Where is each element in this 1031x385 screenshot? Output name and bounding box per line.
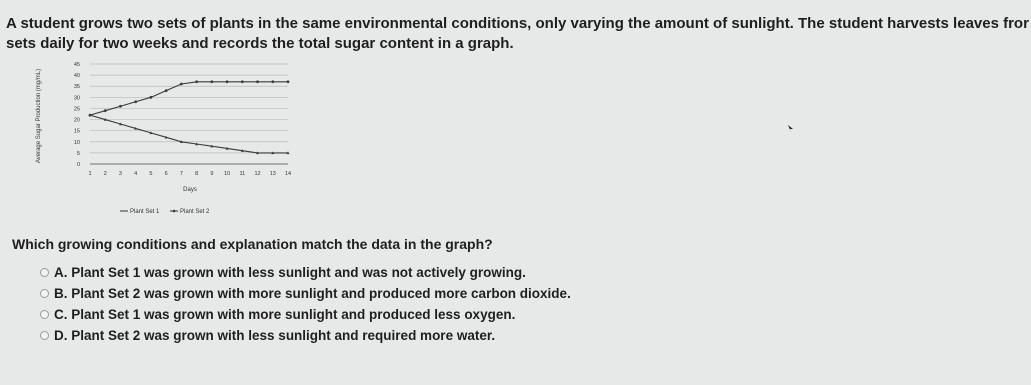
option-b-label: B. Plant Set 2 was grown with more sunlight and produced more carbon dioxide. <box>54 286 571 301</box>
option-a[interactable] <box>40 262 571 283</box>
data-point-series-2 <box>241 80 244 83</box>
data-point-series-2 <box>256 80 259 83</box>
mouse-pointer-icon <box>787 124 795 134</box>
x-tick-label: 10 <box>224 171 231 177</box>
y-tick-label: 0 <box>76 162 80 168</box>
data-point-series-2 <box>89 114 92 117</box>
option-c[interactable] <box>40 304 571 325</box>
y-tick-label: 30 <box>73 95 80 102</box>
x-tick-label: 3 <box>118 171 122 177</box>
x-tick-label: 7 <box>179 171 183 177</box>
y-axis-label: Average Sugar Production (mg/mL) <box>36 68 42 164</box>
radio-button-icon[interactable] <box>40 268 49 277</box>
series-line-2 <box>90 82 288 115</box>
x-tick-label: 9 <box>210 171 214 177</box>
x-tick-label: 14 <box>284 171 292 177</box>
data-point-series-2 <box>271 80 274 83</box>
data-point-series-2 <box>287 80 290 83</box>
data-point-series-2 <box>134 100 137 103</box>
question-text: Which growing conditions and explanation match the data in the graph? <box>12 236 493 252</box>
y-tick-label: 10 <box>73 139 80 146</box>
data-point-series-2 <box>150 96 153 99</box>
x-tick-label: 1 <box>88 171 92 177</box>
question-stem <box>6 14 1031 54</box>
option-d-label: D. Plant Set 2 was grown with less sunlight and required more water. <box>54 328 496 343</box>
radio-button-icon[interactable] <box>40 289 49 298</box>
x-tick-label: 8 <box>195 171 199 177</box>
y-tick-label: 25 <box>73 106 80 113</box>
y-tick-label: 35 <box>73 84 80 91</box>
chart-legend <box>120 209 210 215</box>
option-d[interactable] <box>40 325 571 346</box>
y-tick-label: 40 <box>73 73 80 80</box>
data-point-series-2 <box>210 80 213 83</box>
x-tick-label: 13 <box>269 171 276 177</box>
data-point-series-2 <box>180 83 183 86</box>
data-point-series-2 <box>104 109 107 112</box>
y-tick-label: 5 <box>76 150 80 157</box>
series-line-1 <box>90 115 288 153</box>
sugar-production-chart <box>30 56 300 226</box>
radio-button-icon[interactable] <box>40 310 49 319</box>
x-axis-label: Days <box>183 187 197 193</box>
x-tick-label: 6 <box>164 171 168 177</box>
intro-line-2: sets daily for two weeks and records the total sugar content in a graph. <box>6 35 514 52</box>
y-tick-label: 45 <box>73 62 80 68</box>
data-point-series-2 <box>226 80 229 83</box>
x-tick-label: 2 <box>103 171 107 177</box>
radio-button-icon[interactable] <box>40 331 49 340</box>
x-tick-label: 5 <box>149 171 153 177</box>
legend-plant-set-1: Plant Set 1 <box>130 209 160 215</box>
y-tick-label: 20 <box>73 117 80 124</box>
y-tick-label: 15 <box>73 128 80 135</box>
intro-line-1: A student grows two sets of plants in the same environmental conditions, only varying the amount of sunlight. The student harvests leaves fror <box>6 15 1029 32</box>
x-tick-label: 4 <box>134 171 138 177</box>
x-tick-label: 11 <box>239 171 246 177</box>
legend-plant-set-2: Plant Set 2 <box>180 209 210 215</box>
answer-options <box>40 262 571 346</box>
option-a-label: A. Plant Set 1 was grown with less sunlight and was not actively growing. <box>54 265 526 280</box>
x-tick-label: 12 <box>254 171 261 177</box>
data-point-series-2 <box>119 105 122 108</box>
option-c-label: C. Plant Set 1 was grown with more sunlight and produced less oxygen. <box>54 307 516 322</box>
option-b[interactable] <box>40 283 571 304</box>
data-point-series-2 <box>195 80 198 83</box>
data-point-series-2 <box>165 89 168 92</box>
